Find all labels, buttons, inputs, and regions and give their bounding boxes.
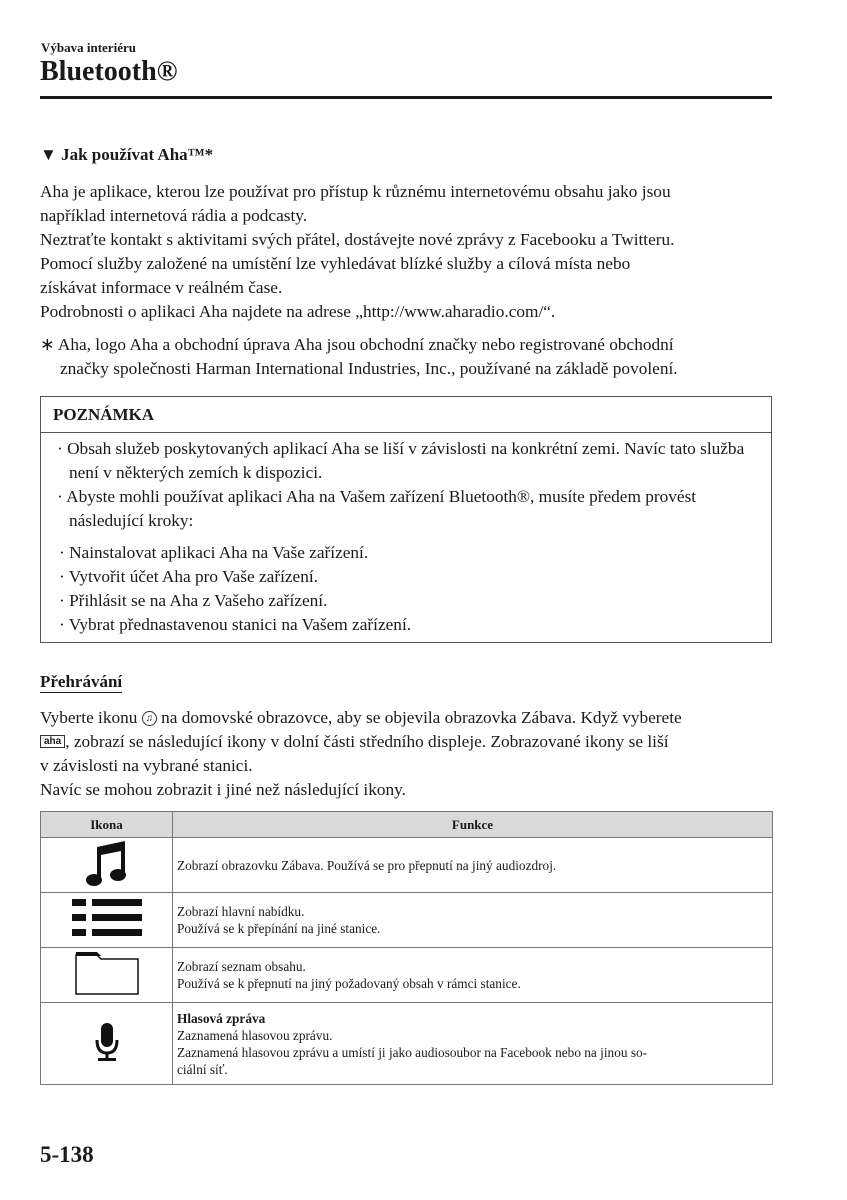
text-line: Používá se k přepínání na jiné stanice. <box>177 921 381 936</box>
note-item: · Abyste mohli používat aplikaci Aha na Vašem zařízení Bluetooth®, musíte předem provést následující kroky: <box>57 487 697 530</box>
header-icon: Ikona <box>41 812 173 838</box>
text: , zobrazí se následující ikony v dolní části středního displeje. Zobrazované ikony se liší <box>65 732 669 751</box>
row-function <box>173 893 773 948</box>
text-line: ciální síť. <box>177 1061 228 1077</box>
music-note-circle-icon: ♫ <box>142 711 157 726</box>
text-line: Zaznamená hlasovou zprávu. <box>177 1027 333 1043</box>
folder-icon <box>41 948 173 1003</box>
text-line: Pomocí služby založené na umístění lze vyhledávat blízké služby a cílová místa nebo <box>40 254 631 273</box>
microphone-icon <box>41 1003 173 1085</box>
note-step: · Nainstalovat aplikaci Aha na Vaše zařízení. <box>59 543 369 562</box>
text-line: Zobrazí hlavní nabídku. <box>177 904 305 919</box>
text-line: v závislosti na vybrané stanici. <box>40 756 253 775</box>
text-line: Neztraťte kontakt s aktivitami svých přátel, dostávejte nové zprávy z Facebooku a Twitteru. <box>40 230 675 249</box>
text-line: Podrobnosti o aplikaci Aha najdete na adrese „http://www.aharadio.com/“. <box>40 302 556 321</box>
trademark-footnote <box>40 333 780 381</box>
row-function <box>173 1003 773 1085</box>
text-line: Aha je aplikace, kterou lze používat pro přístup k různému internetovému obsahu jako jsou <box>40 182 671 201</box>
text-line: Zaznamená hlasovou zprávu a umístí ji jako audiosoubor na Facebook nebo na jinou so- <box>177 1044 648 1060</box>
text-line: Zobrazí obrazovku Zábava. Používá se pro přepnutí na jiný audiozdroj. <box>177 857 557 873</box>
note-step: · Přihlásit se na Aha z Vašeho zařízení. <box>59 591 328 610</box>
icon-table <box>40 811 773 1085</box>
text: Vyberte ikonu <box>40 708 142 727</box>
playback-heading: Přehrávání <box>40 672 123 691</box>
text-line: Zobrazí seznam obsahu. <box>177 959 306 974</box>
header-function: Funkce <box>173 812 773 838</box>
text-line: značky společnosti Harman International Industries, Inc., používané na základě povolení. <box>60 359 678 378</box>
note-box <box>40 396 772 643</box>
title-rule <box>40 96 772 99</box>
music-note-icon <box>41 838 173 893</box>
note-step: · Vytvořit účet Aha pro Vaše zařízení. <box>59 567 318 586</box>
text-line: Používá se k přepnutí na jiný požadovaný obsah v rámci stanice. <box>177 976 521 991</box>
text-line: ∗ Aha, logo Aha a obchodní úprava Aha jsou obchodní značky nebo registrované obchodní <box>40 335 674 354</box>
row-function <box>173 948 773 1003</box>
aha-heading: ▼ Jak používat Aha™* <box>40 145 214 164</box>
text-line: například internetová rádia a podcasty. <box>40 206 308 225</box>
note-title: POZNÁMKA <box>41 397 771 433</box>
section-label: Výbava interiéru <box>41 40 136 55</box>
note-step: · Vybrat přednastavenou stanici na Vašem zařízení. <box>59 615 412 634</box>
playback-text <box>40 706 785 802</box>
aha-icon: aha <box>40 735 65 748</box>
text: na domovské obrazovce, aby se objevila obrazovka Zábava. Když vyberete <box>156 708 682 727</box>
row-title: Hlasová zpráva <box>177 1010 266 1026</box>
page-number: 5-138 <box>40 1142 94 1167</box>
text-line: Navíc se mohou zobrazit i jiné než následující ikony. <box>40 780 406 799</box>
row-function <box>173 838 773 893</box>
note-item: · Obsah služeb poskytovaných aplikací Aha se liší v závislosti na konkrétní zemi. Navíc tato služba není v některých zemích k dispozici. <box>57 439 745 482</box>
list-menu-icon <box>41 893 173 948</box>
aha-description <box>40 180 780 324</box>
text-line: získávat informace v reálném čase. <box>40 278 283 297</box>
page-title: Bluetooth® <box>40 56 178 87</box>
